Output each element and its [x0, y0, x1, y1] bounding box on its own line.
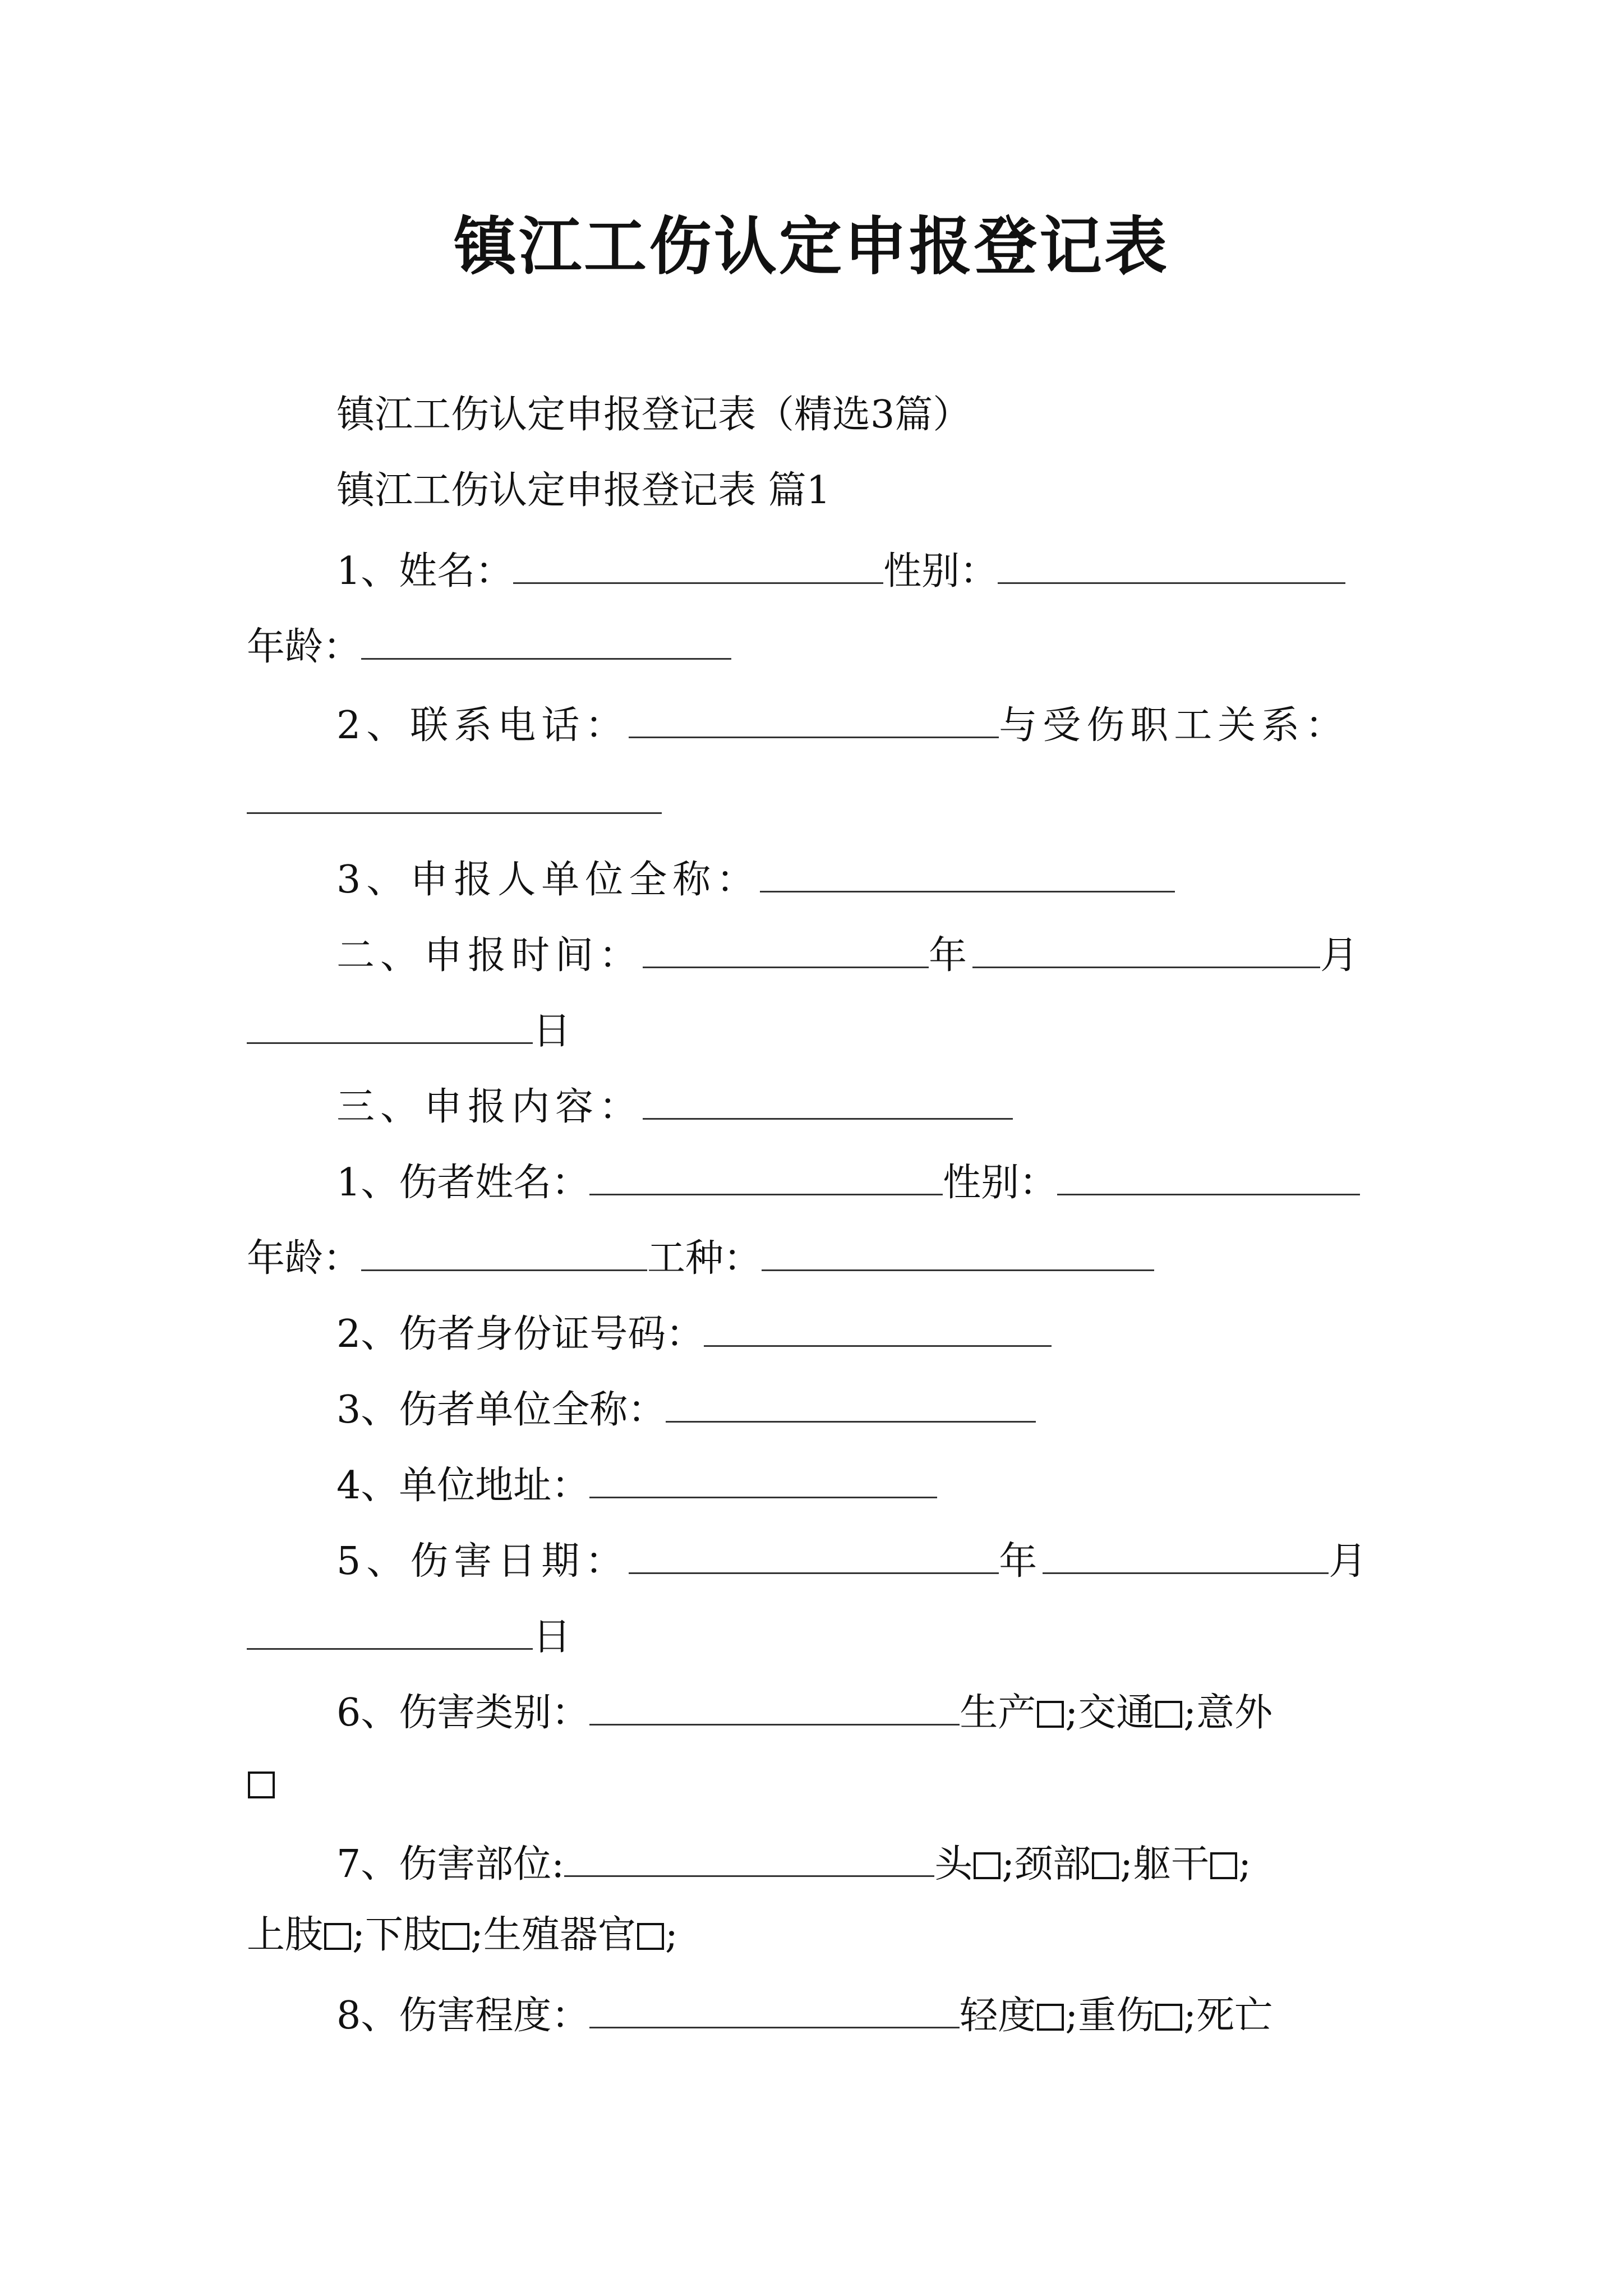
- report-month-label: 月: [1320, 933, 1364, 978]
- injured-id-row: [336, 1301, 1052, 1358]
- category-option-production: 生产: [960, 1691, 1036, 1735]
- injury-part-field[interactable]: [564, 1832, 934, 1877]
- injured-name-label: 1、伤者姓名：: [336, 1161, 590, 1205]
- injury-year-label: 年: [999, 1539, 1043, 1584]
- applicant-phone-row: [336, 693, 1349, 749]
- applicant-age-field[interactable]: [361, 614, 731, 660]
- injury-day-row: [247, 1604, 571, 1660]
- injury-year-field[interactable]: [629, 1529, 999, 1574]
- injured-id-label: 2、伤者身份证号码：: [336, 1312, 704, 1356]
- degree-option-minor: 轻度: [960, 1994, 1036, 2038]
- injury-category-row: 6、伤害类别： 生产 ;交通 ;意外: [336, 1680, 1272, 1736]
- applicant-age-row: [247, 614, 731, 670]
- applicant-unit-row: [336, 847, 1175, 903]
- injury-category-label: 6、伤害类别：: [336, 1691, 590, 1735]
- injured-id-field[interactable]: [704, 1301, 1052, 1347]
- injury-part-label: 7、伤害部位:: [336, 1842, 565, 1887]
- injury-category-field[interactable]: [589, 1680, 960, 1726]
- injury-category-row-cont: [247, 1756, 276, 1812]
- content-field[interactable]: [643, 1074, 1013, 1120]
- applicant-gender-field[interactable]: [998, 539, 1345, 584]
- category-option-traffic: 交通: [1078, 1691, 1155, 1735]
- report-day-label: 日: [533, 1009, 571, 1053]
- injured-job-label: 工种：: [647, 1236, 762, 1281]
- applicant-unit-label: 3、申报人单位全称：: [336, 858, 760, 902]
- section-heading: 镇江工伤认定申报登记表 篇1: [336, 468, 831, 513]
- injury-month-field[interactable]: [1043, 1529, 1329, 1574]
- part-torso-checkbox[interactable]: [1210, 1852, 1237, 1879]
- injury-part-row: 7、伤害部位: 头 ;颈部 ;躯干 ;: [336, 1832, 1251, 1888]
- part-lower-limb-checkbox[interactable]: [442, 1923, 469, 1950]
- unit-address-field[interactable]: [589, 1453, 937, 1498]
- injury-date-label: 5、伤害日期：: [336, 1539, 629, 1584]
- applicant-relation-field[interactable]: [247, 769, 662, 814]
- part-option-neck: 颈部: [1015, 1842, 1091, 1887]
- document-title: 镇江工伤认定申报登记表: [454, 210, 1169, 283]
- injury-degree-field[interactable]: [589, 1983, 960, 2028]
- injury-degree-label: 8、伤害程度：: [336, 1994, 590, 2038]
- injured-unit-row: [336, 1377, 1036, 1433]
- injured-gender-field[interactable]: [1057, 1150, 1360, 1195]
- applicant-phone-label: 2、联系电话：: [336, 703, 629, 748]
- degree-minor-checkbox[interactable]: [1037, 2004, 1064, 2031]
- injury-date-row: [336, 1529, 1372, 1585]
- injured-unit-field[interactable]: [666, 1377, 1036, 1423]
- content-label: 三、申报内容：: [336, 1085, 643, 1129]
- injured-age-label: 年龄：: [247, 1236, 362, 1281]
- part-option-head: 头: [934, 1842, 973, 1887]
- report-year-label: 年: [929, 933, 973, 978]
- injury-day-label: 日: [533, 1615, 571, 1659]
- injury-degree-row: 8、伤害程度： 轻度 ;重伤 ;死亡: [336, 1983, 1272, 2039]
- part-neck-checkbox[interactable]: [1092, 1852, 1119, 1879]
- injured-job-field[interactable]: [762, 1226, 1154, 1271]
- injured-gender-label: 性别：: [943, 1161, 1058, 1205]
- part-head-checkbox[interactable]: [974, 1852, 1000, 1879]
- injury-day-field[interactable]: [247, 1604, 533, 1650]
- part-option-reproductive: 生殖器官: [483, 1913, 636, 1957]
- part-option-torso: 躯干: [1133, 1842, 1210, 1887]
- report-day-field[interactable]: [247, 999, 533, 1044]
- injured-name-field[interactable]: [589, 1150, 943, 1195]
- report-year-field[interactable]: [643, 923, 929, 968]
- subtitle: 镇江工伤认定申报登记表（精选3篇）: [336, 393, 971, 437]
- content-row: [336, 1074, 1013, 1130]
- report-month-field[interactable]: [972, 923, 1320, 968]
- injured-name-row: [336, 1150, 1360, 1206]
- part-option-lower-limb: 下肢: [365, 1913, 441, 1957]
- part-reproductive-checkbox[interactable]: [637, 1923, 664, 1950]
- injury-part-row-cont: 上肢 ;下肢 ;生殖器官 ;: [247, 1913, 678, 1957]
- report-time-label: 二、申报时间：: [336, 933, 643, 978]
- unit-address-row: [336, 1453, 937, 1509]
- applicant-name-label: 1、姓名：: [336, 549, 514, 593]
- category-traffic-checkbox[interactable]: [1155, 1701, 1182, 1728]
- degree-option-death: 死亡: [1196, 1994, 1273, 2038]
- injured-age-row: [247, 1226, 1154, 1282]
- applicant-name-field[interactable]: [513, 539, 883, 584]
- category-production-checkbox[interactable]: [1037, 1701, 1064, 1728]
- unit-address-label: 4、单位地址：: [336, 1464, 590, 1508]
- applicant-relation-row: [247, 769, 662, 825]
- degree-option-severe: 重伤: [1078, 1994, 1155, 2038]
- applicant-phone-field[interactable]: [629, 693, 999, 738]
- degree-severe-checkbox[interactable]: [1155, 2004, 1182, 2031]
- injured-unit-label: 3、伤者单位全称：: [336, 1388, 666, 1432]
- applicant-relation-label: 与受伤职工关系：: [999, 703, 1349, 748]
- category-option-accident: 意外: [1196, 1691, 1273, 1735]
- category-accident-checkbox[interactable]: [248, 1772, 275, 1798]
- report-day-row: [247, 999, 571, 1055]
- applicant-age-label: 年龄：: [247, 625, 362, 669]
- applicant-name-row: [336, 539, 1345, 595]
- part-upper-limb-checkbox[interactable]: [324, 1923, 351, 1950]
- report-time-row: [336, 923, 1364, 979]
- applicant-unit-field[interactable]: [760, 847, 1175, 892]
- injured-age-field[interactable]: [361, 1226, 647, 1271]
- injury-month-label: 月: [1329, 1539, 1373, 1584]
- applicant-gender-label: 性别：: [883, 549, 998, 593]
- part-option-upper-limb: 上肢: [247, 1913, 324, 1957]
